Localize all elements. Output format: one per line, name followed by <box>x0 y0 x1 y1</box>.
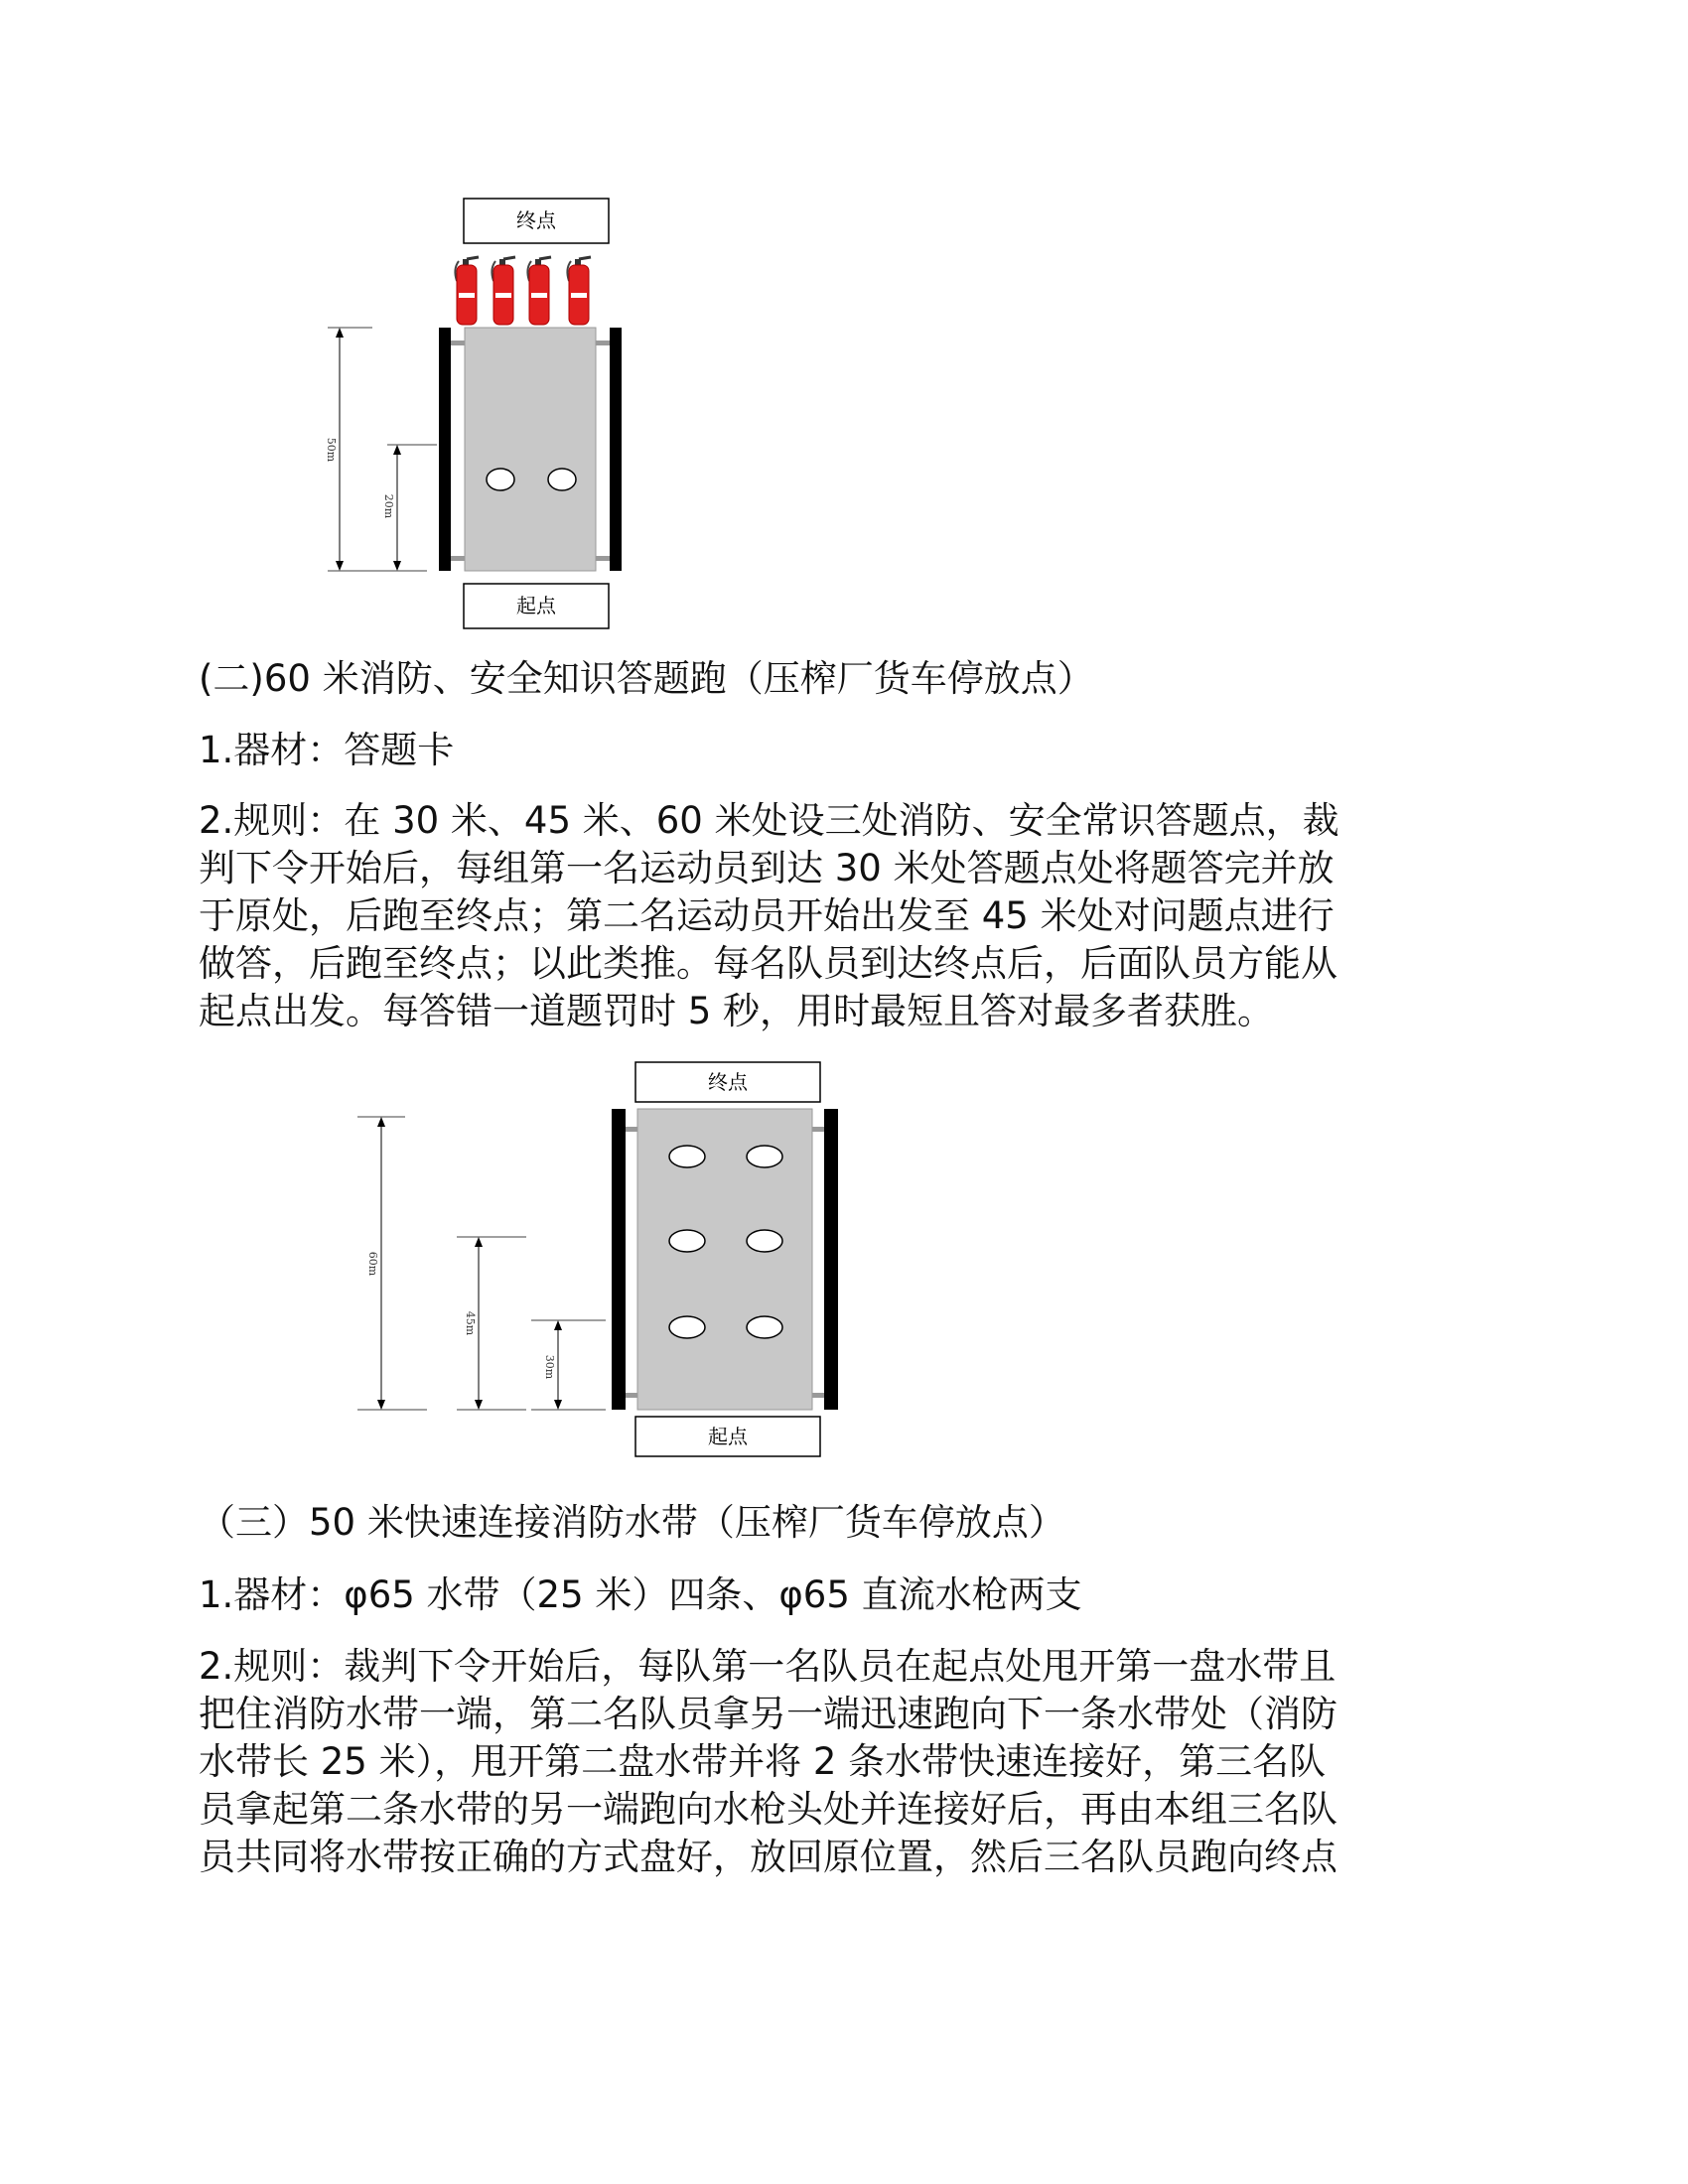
section2-title: (二)60 米消防、安全知识答题跑（压榨厂货车停放点） <box>199 657 1094 700</box>
marker-cone <box>669 1146 705 1167</box>
track-lane <box>637 1109 812 1410</box>
track-diagram-2-svg <box>348 1057 864 1464</box>
fire-extinguisher-icon <box>567 257 591 325</box>
track-left-border <box>612 1109 626 1410</box>
section3-equipment: 1.器材：φ65 水带（25 米）四条、φ65 直流水枪两支 <box>199 1573 1082 1616</box>
figure-track-diagram-2 <box>348 1057 864 1464</box>
fire-extinguisher-icon <box>492 257 515 325</box>
section2-rule-line: 2.规则：在 30 米、45 米、60 米处设三处消防、安全常识答题点，裁 <box>199 799 1339 842</box>
dimension-marker <box>382 445 437 571</box>
marker-cone <box>747 1230 782 1252</box>
marker-cone <box>747 1316 782 1338</box>
section3-rule-line: 水带长 25 米），甩开第二盘水带并将 2 条水带快速连接好，第三名队 <box>199 1740 1327 1783</box>
section2-rule-line: 做答，后跑至终点；以此类推。每名队员到达终点后，后面队员方能从 <box>199 942 1337 985</box>
marker-cone <box>487 469 514 490</box>
start-label: 起点 <box>516 594 556 617</box>
fire-extinguisher-icon <box>455 257 479 325</box>
marker-cone <box>548 469 576 490</box>
finish-label: 终点 <box>708 1070 748 1094</box>
dim-label-total: 50m <box>325 437 338 463</box>
finish-label: 终点 <box>516 208 556 232</box>
track-lane <box>465 328 596 571</box>
section3-rule-line: 把住消防水带一端，第二名队员拿另一端迅速跑向下一条水带处（消防 <box>199 1693 1337 1735</box>
marker-cone <box>669 1316 705 1338</box>
dimension-total <box>325 328 427 571</box>
track-right-border <box>610 328 622 571</box>
marker-cone <box>669 1230 705 1252</box>
section3-rule-line: 员拿起第二条水带的另一端跑向水枪头处并连接好后，再由本组三名队 <box>199 1788 1337 1831</box>
section2-rules <box>199 797 1489 1035</box>
dim-label-mid: 45m <box>464 1310 477 1336</box>
fire-extinguisher-icon <box>527 257 551 325</box>
section3-rules <box>199 1643 1489 1881</box>
section2-rule-line: 判下令开始后，每组第一名运动员到达 30 米处答题点处将题答完并放 <box>199 847 1335 889</box>
figure-track-diagram-1 <box>298 194 645 640</box>
dimension-low <box>531 1320 606 1410</box>
dimension-mid <box>457 1237 526 1410</box>
section2-rule-line: 于原处，后跑至终点；第二名运动员开始出发至 45 米处对问题点进行 <box>199 894 1335 937</box>
dim-label-total: 60m <box>366 1251 379 1277</box>
marker-cone <box>747 1146 782 1167</box>
track-diagram-1-svg <box>298 194 645 640</box>
section3-rule-line: 2.规则：裁判下令开始后，每队第一名队员在起点处甩开第一盘水带且 <box>199 1645 1336 1688</box>
track-left-border <box>439 328 451 571</box>
section2-rule-line: 起点出发。每答错一道题罚时 5 秒，用时最短且答对最多者获胜。 <box>199 990 1275 1032</box>
dim-label-low: 30m <box>543 1354 556 1380</box>
section3-title: （三）50 米快速连接消防水带（压榨厂货车停放点） <box>199 1501 1065 1544</box>
dimension-total <box>357 1117 427 1410</box>
section3-rule-line: 员共同将水带按正确的方式盘好，放回原位置，然后三名队员跑向终点 <box>199 1836 1337 1878</box>
section2-equipment: 1.器材：答题卡 <box>199 729 455 771</box>
track-right-border <box>824 1109 838 1410</box>
dim-label-marker: 20m <box>382 493 395 519</box>
start-label: 起点 <box>708 1425 748 1448</box>
